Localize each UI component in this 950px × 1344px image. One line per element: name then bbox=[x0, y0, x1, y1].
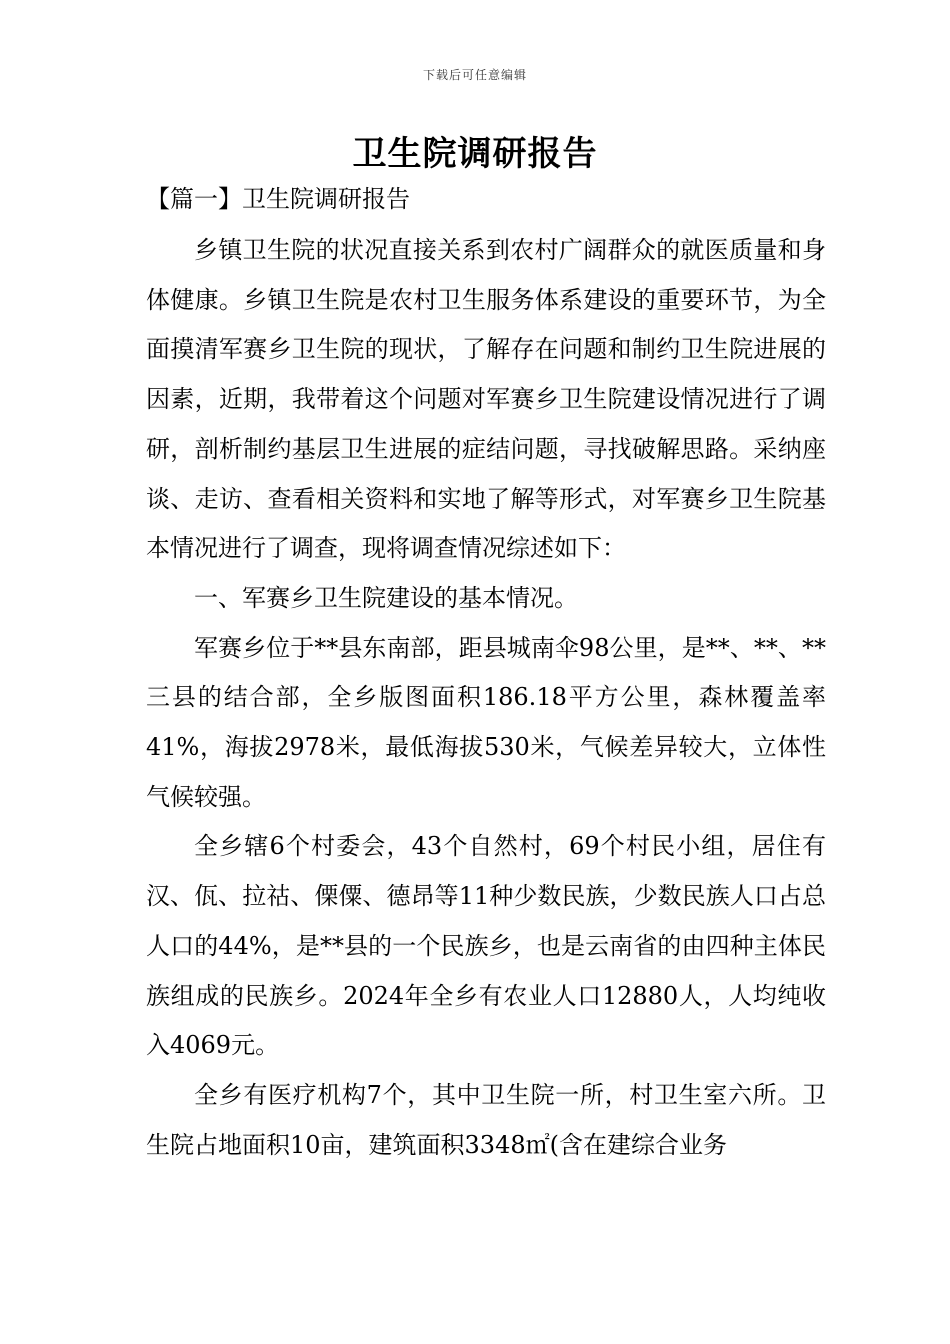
document-body bbox=[146, 226, 826, 1170]
header-note: 下载后可任意编辑 bbox=[422, 68, 527, 82]
paragraph-location: 军赛乡位于**县东南部，距县城南伞98公里，是**、**、**三县的结合部，全乡版图面积186.18平方公里，森林覆盖率41%，海拔2978米，最低海拔530米，气候差异较大，立体性气候较强。 bbox=[146, 633, 826, 811]
paragraph-medical-facilities: 全乡有医疗机构7个，其中卫生院一所，村卫生室六所。卫生院占地面积10亩，建筑面积3348㎡(含在建综合业务 bbox=[146, 1080, 826, 1159]
document-title: 卫生院调研报告 bbox=[352, 134, 598, 174]
paragraph-population: 全乡辖6个村委会，43个自然村，69个村民小组，居住有汉、佤、拉祜、傈僳、德昂等11种少数民族，少数民族人口占总人口的44%，是**县的一个民族乡，也是云南省的由四种主体民族组成的民族乡。2024年全乡有农业人口12880人，人均纯收入4069元。 bbox=[146, 832, 826, 1060]
section-heading: 【篇一】卫生院调研报告 bbox=[146, 185, 410, 213]
paragraph-intro: 乡镇卫生院的状况直接关系到农村广阔群众的就医质量和身体健康。乡镇卫生院是农村卫生服务体系建设的重要环节，为全面摸清军赛乡卫生院的现状，了解存在问题和制约卫生院进展的因素，近期，我带着这个问题对军赛乡卫生院建设情况进行了调研，剖析制约基层卫生进展的症结问题，寻找破解思路。采纳座谈、走访、查看相关资料和实地了解等形式，对军赛乡卫生院基本情况进行了调查，现将调查情况综述如下： bbox=[146, 236, 826, 563]
paragraph-subheading: 一、军赛乡卫生院建设的基本情况。 bbox=[194, 583, 578, 612]
